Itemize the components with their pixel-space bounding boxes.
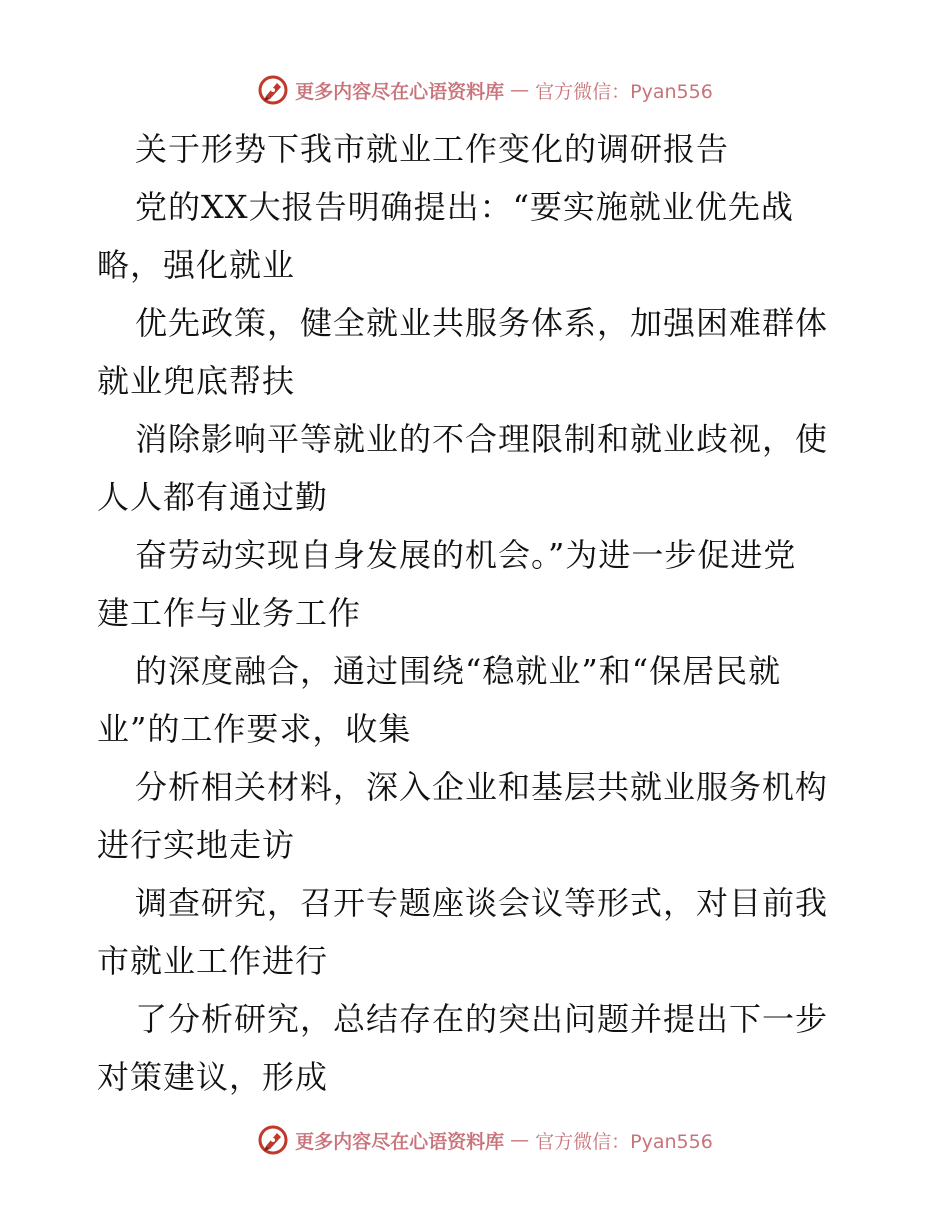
paragraph-line: 党的XX大报告明确提出：“要实施就业优先战 [135, 188, 794, 226]
paragraph-line: 对策建议，形成 [97, 1058, 329, 1096]
paragraph-line: 了分析研究，总结存在的突出问题并提出下一步 [135, 1000, 829, 1038]
paragraph-line: 就业兜底帮扶 [97, 362, 296, 400]
paragraph-line: 建工作与业务工作 [97, 594, 362, 632]
pen-circle-logo-icon [257, 74, 289, 106]
banner-slogan: 更多内容尽在心语资料库 [295, 1130, 505, 1153]
document-title: 关于形势下我市就业工作变化的调研报告 [135, 130, 730, 168]
document-body [97, 120, 853, 1106]
banner-separator: — [510, 79, 530, 101]
paragraph-line: 略，强化就业 [97, 246, 296, 284]
paragraph-line: 优先政策，健全就业共服务体系，加强困难群体 [135, 304, 829, 342]
paragraph-line: 市就业工作进行 [97, 942, 329, 980]
footer-banner-inner [257, 1124, 713, 1156]
paragraph-line: 奋劳动实现自身发展的机会。”为进一步促进党 [135, 536, 797, 574]
banner-contact: 官方微信：Pyan556 [535, 80, 713, 103]
header-banner-inner [257, 74, 713, 106]
pen-circle-logo-icon [257, 1124, 289, 1156]
paragraph-line: 分析相关材料，深入企业和基层共就业服务机构 [135, 768, 829, 806]
banner-separator: — [510, 1129, 530, 1151]
paragraph-line: 的深度融合，通过围绕“稳就业”和“保居民就 [135, 652, 782, 690]
paragraph-line: 业”的工作要求，收集 [97, 710, 412, 748]
paragraph-line: 消除影响平等就业的不合理限制和就业歧视，使 [135, 420, 829, 458]
paragraph-line: 人人都有通过勤 [97, 478, 329, 516]
banner-contact: 官方微信：Pyan556 [535, 1130, 713, 1153]
footer-watermark-banner [0, 1120, 950, 1160]
paragraph-line: 调查研究，召开专题座谈会议等形式，对目前我 [135, 884, 829, 922]
banner-slogan: 更多内容尽在心语资料库 [295, 80, 505, 103]
header-watermark-banner [0, 70, 950, 110]
paragraph-line: 进行实地走访 [97, 826, 296, 864]
